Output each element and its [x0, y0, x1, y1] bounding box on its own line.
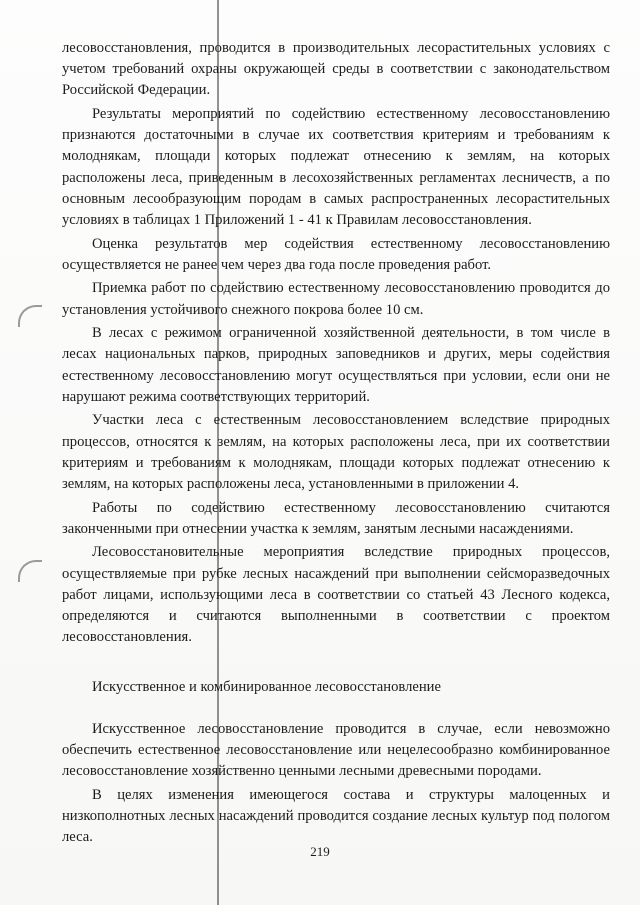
paragraph: Работы по содействию естественному лесовосстановлению считаются законченными при отнесении участка к землям, занятым лесными насаждениями.	[62, 499, 610, 537]
paragraph: В целях изменения имеющегося состава и структуры малоценных и низкополнотных лесных насаждений проводится создание лесных культур под пологом леса.	[62, 786, 610, 846]
paragraph: Оценка результатов мер содействия естественному лесовосстановлению осуществляется не ранее чем через два года после проведения работ.	[62, 235, 610, 273]
page-number: 219	[310, 844, 330, 859]
paragraph: Лесовосстановительные мероприятия вследствие природных процессов, осуществляемые при рубке лесных насаждений при выполнении сейсморазведочных работ лицами, использующими леса в соответствии со статьей 43 Лесного кодекса, определяются и считаются выполненными в соответствии с проектом лесовосстановления.	[62, 544, 610, 646]
punch-hole-mark	[18, 560, 42, 582]
paragraph: Приемка работ по содействию естественному лесовосстановлению проводится до установления устойчивого снежного покрова более 10 см.	[62, 280, 610, 318]
paragraph: Искусственное лесовосстановление проводится в случае, если невозможно обеспечить естественное лесовосстановление или нецелесообразно комбинированное лесовосстановление хозяйственно ценными лесными древесными породами.	[62, 720, 610, 780]
document-body	[62, 38, 610, 851]
paragraph: лесовосстановления, проводится в производительных лесорастительных условиях с учетом требований охраны окружающей среды в соответствии с законодательством Российской Федерации.	[62, 40, 610, 99]
paragraph: Результаты мероприятий по содействию естественному лесовосстановлению признаются достаточными в случае их соответствия критериям и требованиям к молоднякам, площади которых подлежат отнесению к землям, на которых расположены леса, приведенным в лесохозяйственных регламентах лесничеств, а по основным лесообразующим породам в самых распространенных лесорастительных условиях в таблицах 1 Приложений 1 - 41 к Правилам лесовосстановления.	[62, 106, 610, 229]
paragraph: В лесах с режимом ограниченной хозяйственной деятельности, в том числе в лесах национальных парков, природных заповедников и других, меры содействия естественному лесовосстановлению могут осуществляться при условии, если они не нарушают режима соответствующих территорий.	[62, 325, 610, 405]
punch-hole-mark	[18, 305, 42, 327]
paragraph: Участки леса с естественным лесовосстановлением вследствие природных процессов, относятся к землям, на которых расположены леса, при их соответствии критериям и требованиям к молоднякам, площади которых подлежат отнесению к землям, на которых расположены леса, установленными в приложении 4.	[62, 412, 610, 493]
section-heading: Искусственное и комбинированное лесовосстановление	[92, 679, 441, 696]
